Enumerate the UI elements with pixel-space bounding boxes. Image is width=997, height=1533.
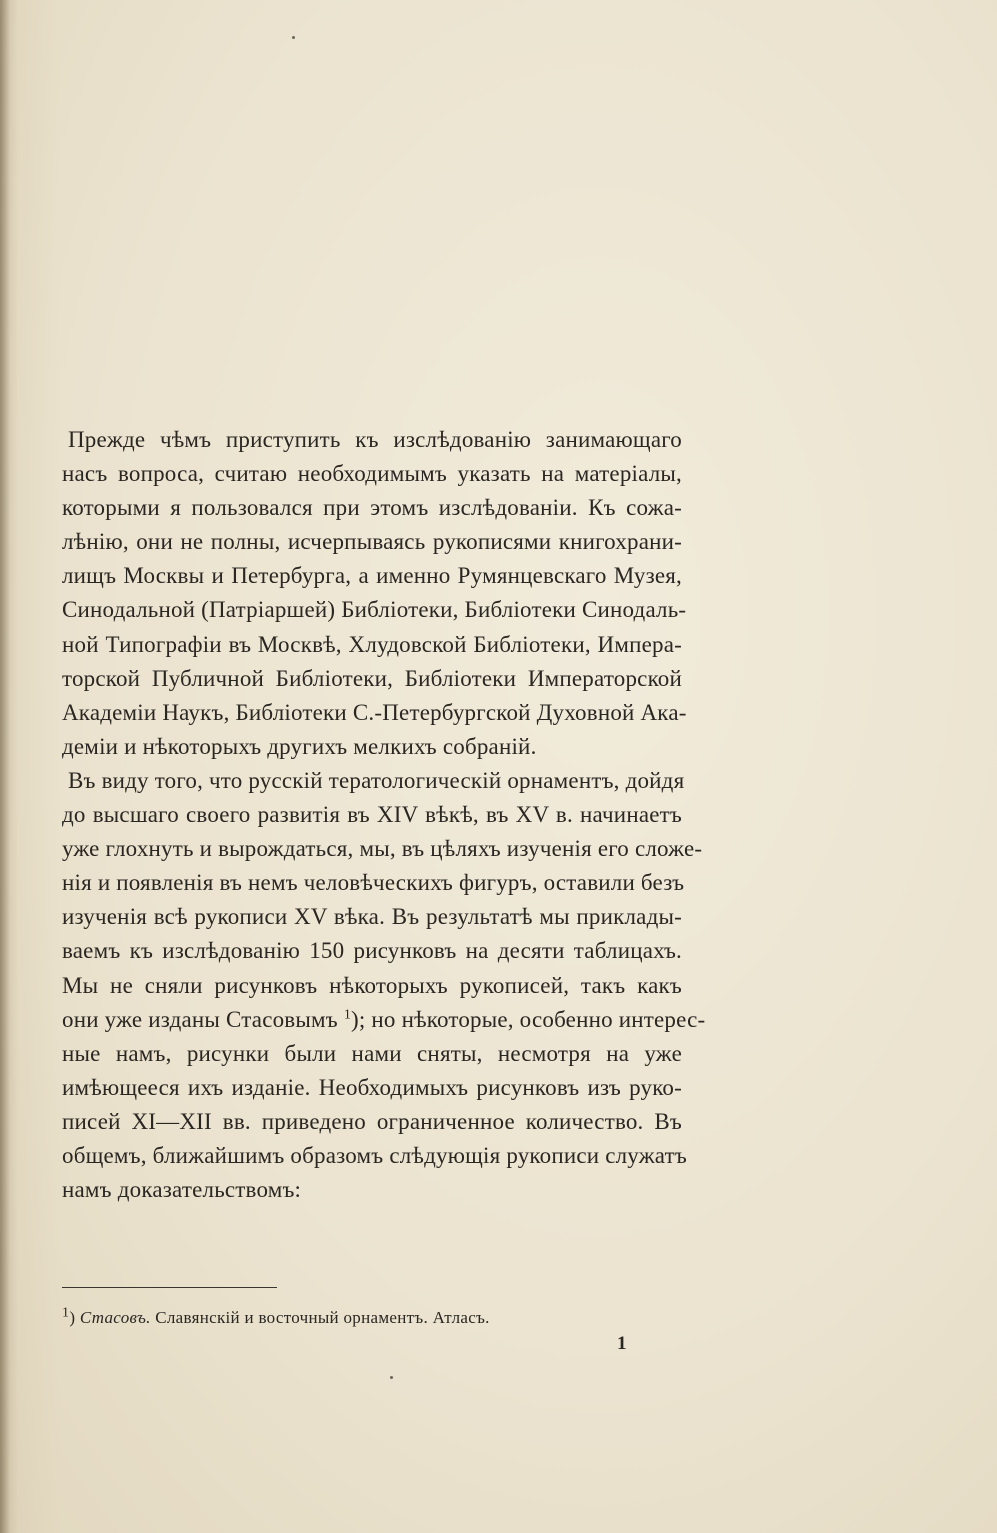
text-line-with-footnote (62, 1003, 706, 1037)
page-number: 1 (617, 1333, 627, 1354)
text-segment: ); но нѣкоторые, особенно интерес- (351, 1006, 706, 1032)
text-line: намъ доказательствомъ: (62, 1177, 302, 1203)
text-line: до высшаго своего развитія въ XIV вѣкѣ, въ XV в. начинаетъ (62, 802, 682, 828)
footnote-reference: 1 (343, 1006, 352, 1022)
text-line: лищъ Москвы и Петербурга, а именно Румянцевскаго Музея, (62, 563, 682, 589)
text-line: ваемъ къ изслѣдованію 150 рисунковъ на десяти таблицахъ. (62, 938, 682, 964)
footnote (62, 1306, 682, 1330)
paper-speck (390, 1376, 393, 1379)
text-line: насъ вопроса, считаю необходимымъ указать на матеріалы, (62, 461, 682, 487)
main-text (62, 423, 706, 1207)
text-line: Прежде чѣмъ приступить къ изслѣдованію занимающаго (68, 427, 682, 452)
text-line: Академіи Наукъ, Библіотеки С.-Петербургской Духовной Ака- (62, 699, 687, 725)
footnote-paren: ) (69, 1308, 76, 1327)
page-edge-shadow (0, 0, 10, 1533)
paper-speck (292, 36, 295, 39)
text-line: имѣющееся ихъ изданіе. Необходимыхъ рисунковъ изъ руко- (62, 1074, 682, 1100)
footnote-marker: 1 (62, 1305, 70, 1321)
text-line: уже глохнуть и вырождаться, мы, въ цѣляхъ изученія его сложе- (62, 836, 703, 862)
text-line: которыми я пользовался при этомъ изслѣдованіи. Къ сожа- (62, 495, 682, 521)
text-line: изученія всѣ рукописи XV вѣка. Въ результатѣ мы приклады- (62, 904, 682, 930)
footnote-text: Славянскій и восточный орнаментъ. Атласъ. (155, 1308, 490, 1327)
text-line: лѣнію, они не полны, исчерпываясь рукописями книгохрани- (62, 529, 682, 555)
text-line: Синодальной (Патріаршей) Библіотеки, Библіотеки Синодаль- (62, 597, 687, 623)
text-line: нія и появленія въ немъ человѣческихъ фигуръ, оставили безъ (62, 870, 685, 896)
paragraph-2 (62, 764, 706, 1207)
text-line: писей XI—XII вв. приведено ограниченное количество. Въ (62, 1108, 682, 1134)
footnote-separator (62, 1287, 277, 1288)
text-line: ные намъ, рисунки были нами сняты, несмотря на уже (62, 1040, 682, 1066)
paragraph-1 (62, 423, 687, 764)
footnote-author: Стасовъ. (79, 1308, 151, 1327)
text-line: общемъ, ближайшимъ образомъ слѣдующія рукописи служатъ (62, 1142, 687, 1168)
text-line: торской Публичной Библіотеки, Библіотеки Императорской (62, 665, 682, 691)
text-line: ной Типографіи въ Москвѣ, Хлудовской Библіотеки, Импера- (62, 631, 682, 657)
text-line: Мы не сняли рисунковъ нѣкоторыхъ рукописей, такъ какъ (62, 972, 682, 998)
text-line: деміи и нѣкоторыхъ другихъ мелкихъ собраній. (62, 733, 537, 759)
text-segment: они уже изданы Стасовымъ (62, 1006, 338, 1032)
text-line: Въ виду того, что русскій тератологическій орнаментъ, дойдя (68, 767, 685, 793)
